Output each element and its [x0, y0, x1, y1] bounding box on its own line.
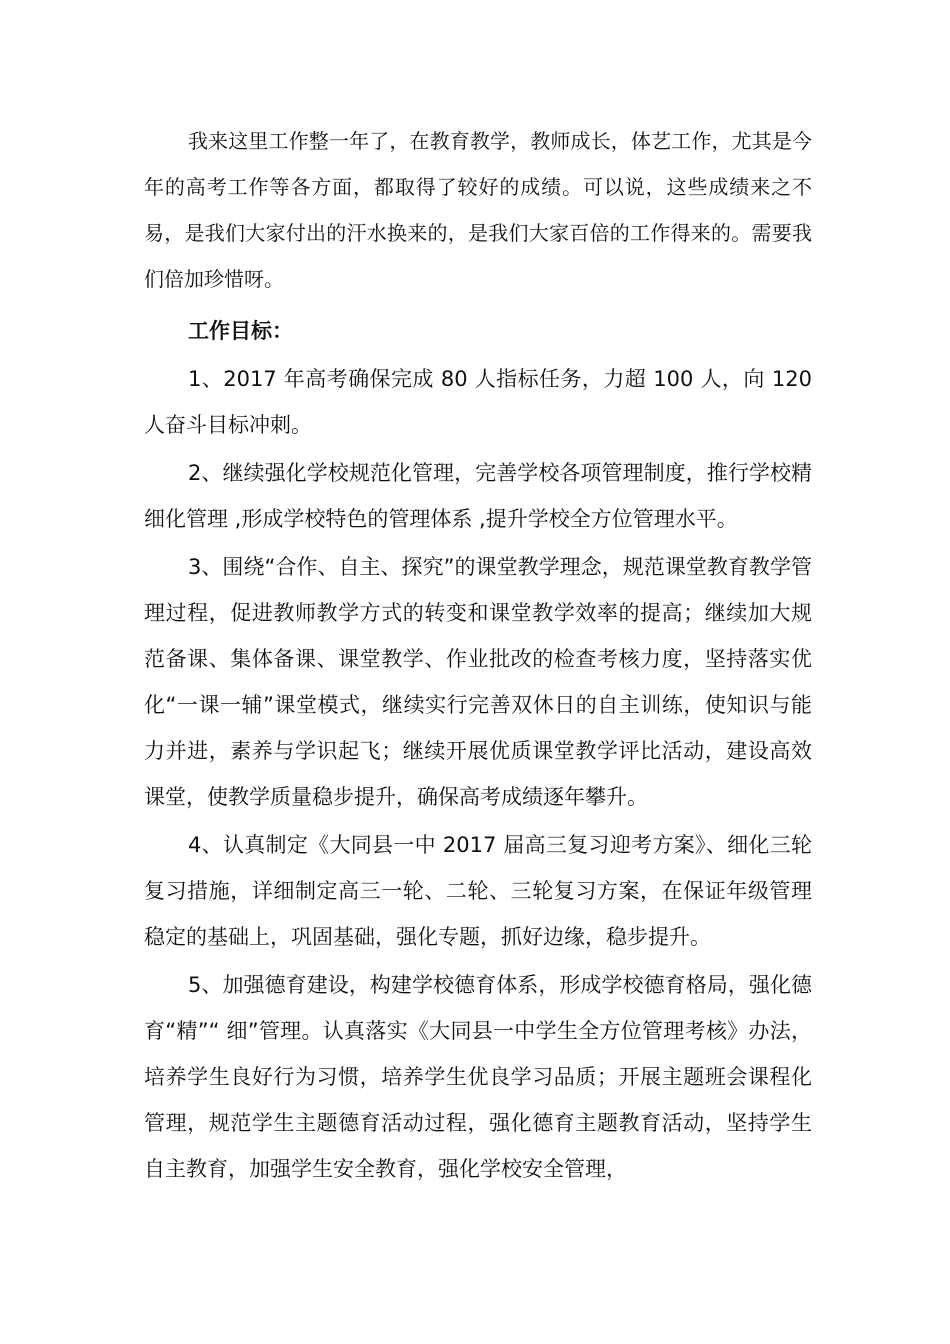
document-body	[144, 118, 812, 1194]
goal-item-2: 2、继续强化学校规范化管理，完善学校各项管理制度，推行学校精细化管理 ,形成学校特色的管理体系 ,提升学校全方位管理水平。	[144, 461, 812, 531]
intro-paragraph: 我来这里工作整一年了，在教育教学，教师成长，体艺工作，尤其是今年的高考工作等各方面，都取得了较好的成绩。可以说，这些成绩来之不易，是我们大家付出的汗水换来的，是我们大家百倍的工作得来的。需要我们倍加珍惜呀。	[144, 129, 812, 291]
goal-item-5: 5、加强德育建设，构建学校德育体系，形成学校德育格局，强化德育“精”“ 细”管理。认真落实《大同县一中学生全方位管理考核》办法，培养学生良好行为习惯，培养学生优良学习品质；开展主题班会课程化管理，规范学生主题德育活动过程，强化德育主题教育活动，坚持学生自主教育，加强学生安全教育，强化学校安全管理，	[144, 973, 812, 1181]
goal-item-1: 1、2017 年高考确保完成 80 人指标任务，力超 100 人，向 120 人奋斗目标冲刺。	[144, 367, 812, 437]
goal-item-4: 4、认真制定《大同县一中 2017 届高三复习迎考方案》、细化三轮复习措施，详细制定高三一轮、二轮、三轮复习方案，在保证年级管理稳定的基础上，巩固基础，强化专题，抓好边缘，稳步提升。	[144, 833, 812, 949]
goal-item-3: 3、围绕“合作、自主、探究”的课堂教学理念，规范课堂教育教学管理过程，促进教师教学方式的转变和课堂教学效率的提高；继续加大规范备课、集体备课、课堂教学、作业批改的检查考核力度，坚持落实优化“一课一辅”课堂模式，继续实行完善双休日的自主训练，使知识与能力并进，素养与学识起飞；继续开展优质课堂教学评比活动，建设高效课堂，使教学质量稳步提升，确保高考成绩逐年攀升。	[144, 555, 812, 809]
section-heading: 工作目标：	[188, 319, 293, 343]
